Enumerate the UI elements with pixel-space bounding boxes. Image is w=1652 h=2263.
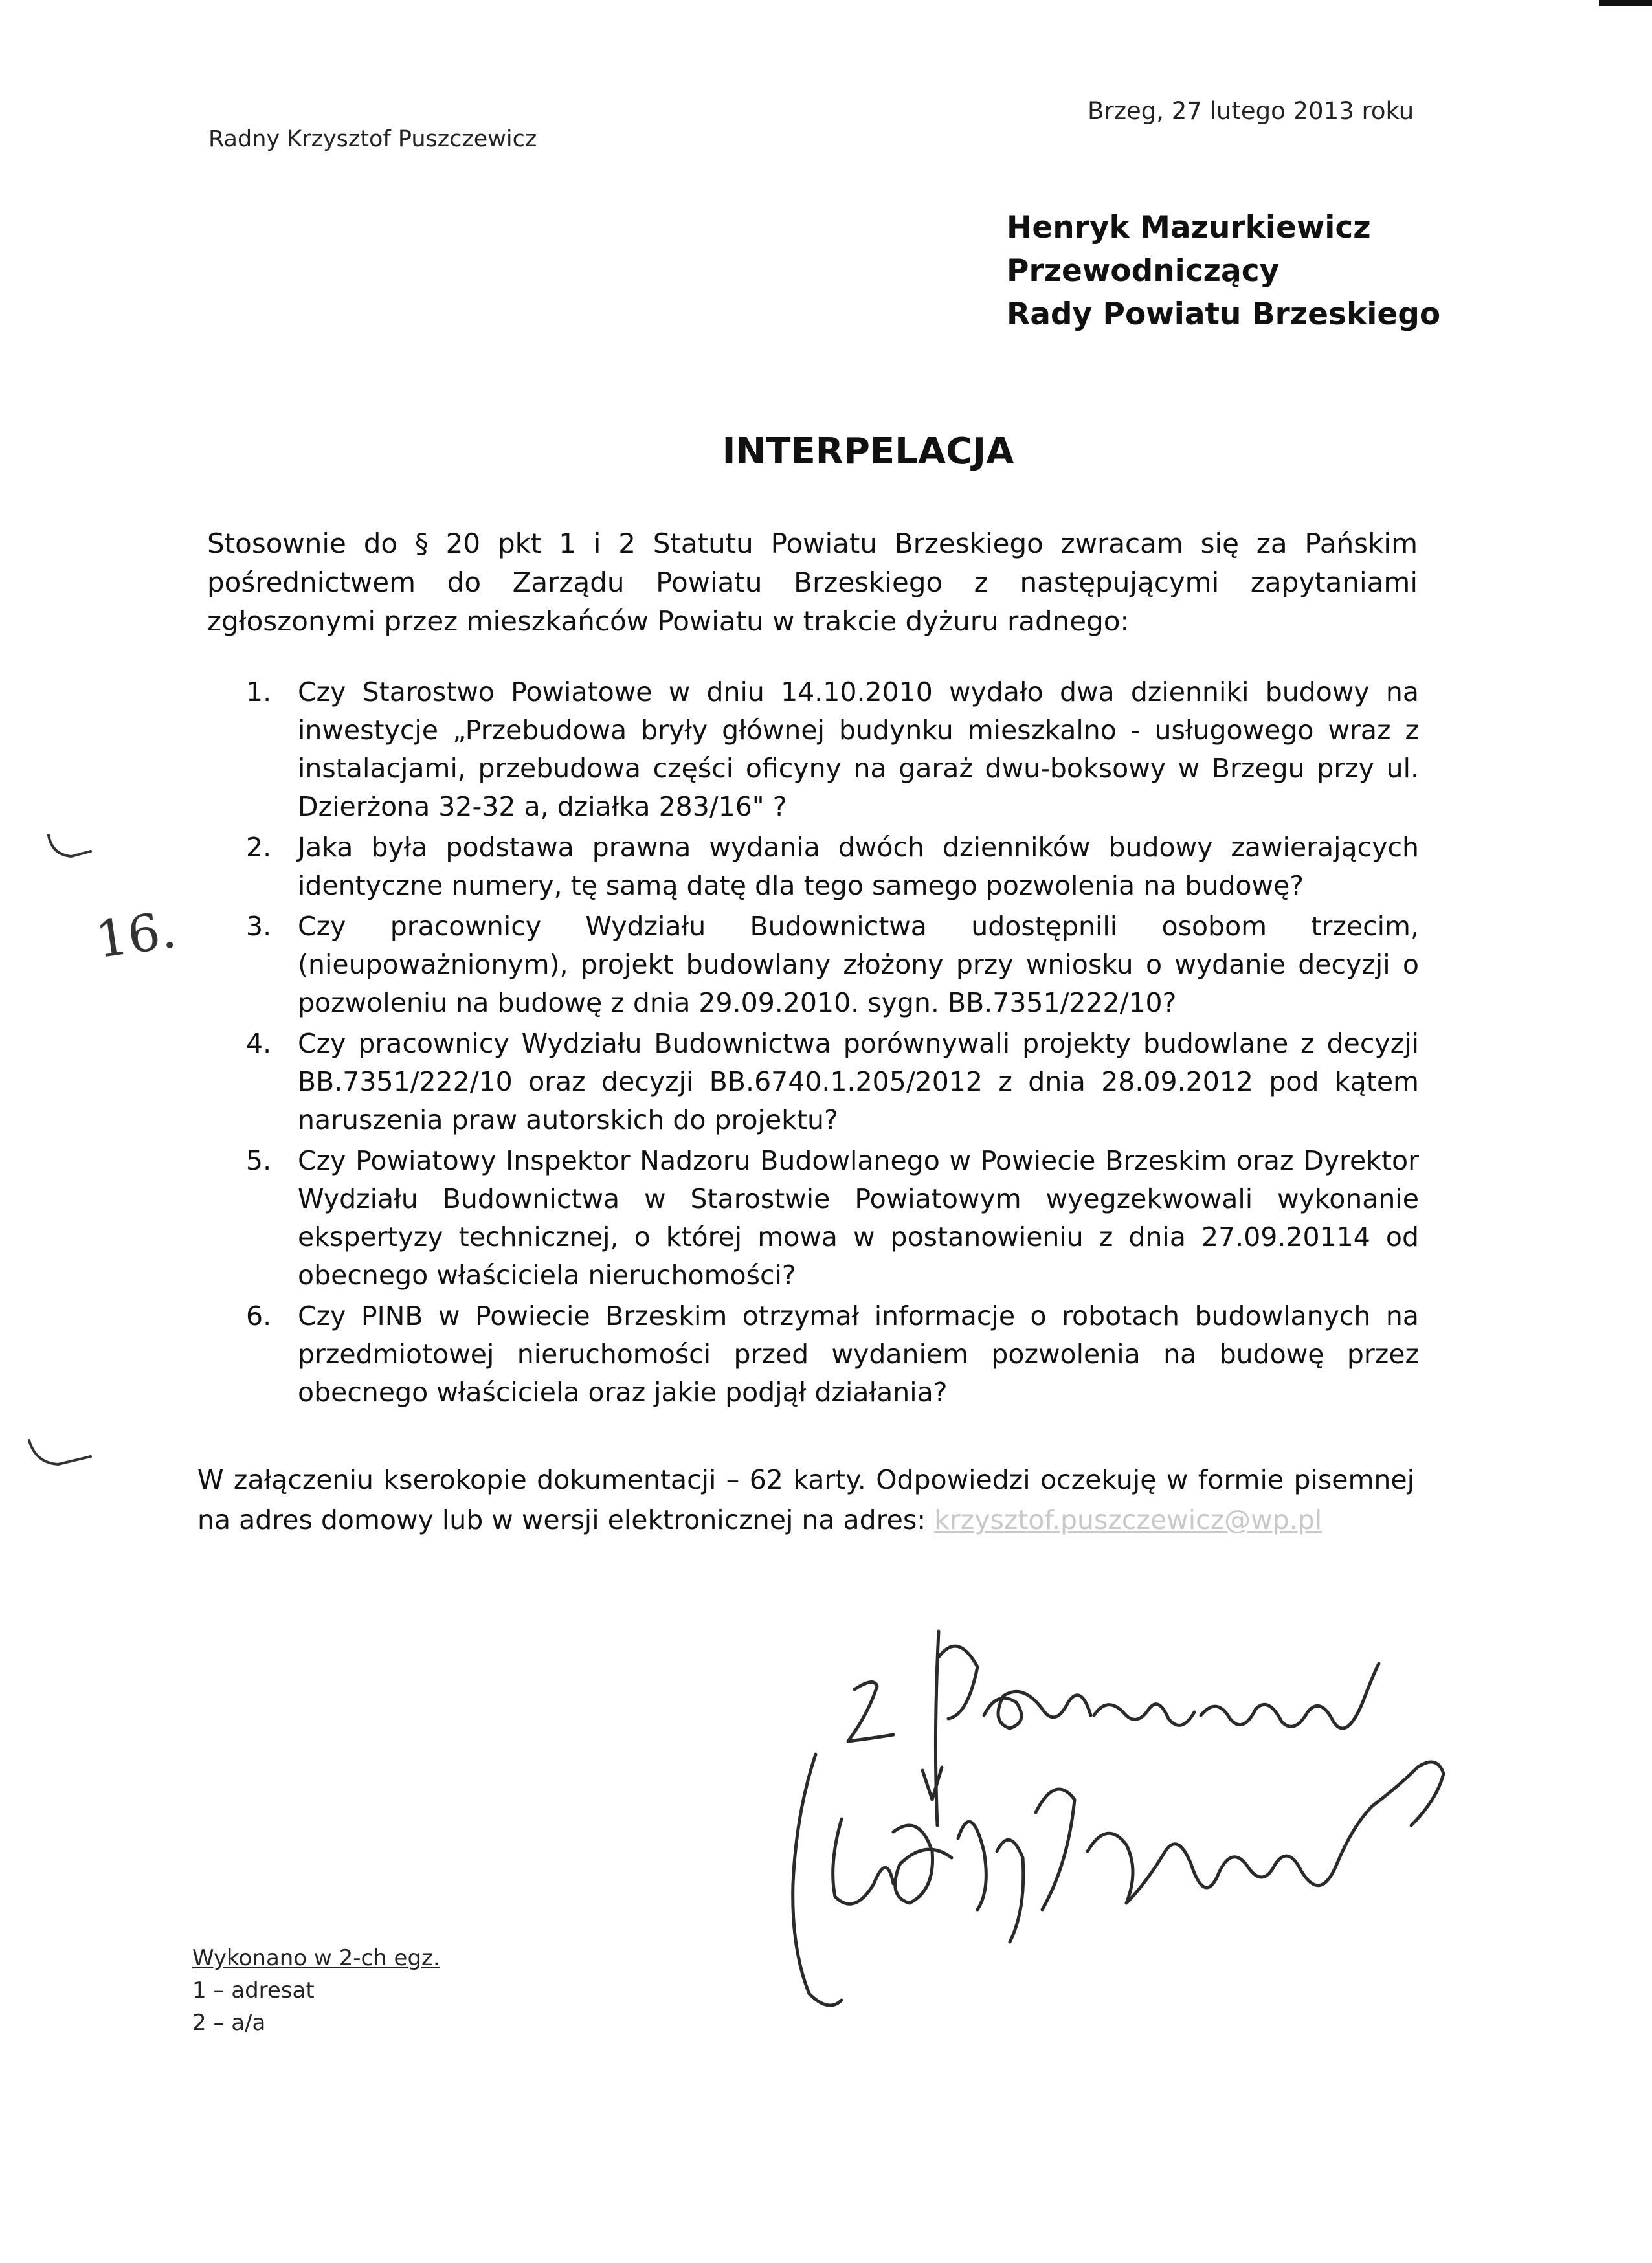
footer-heading: Wykonano w 2-ch egz. <box>192 1945 440 1971</box>
question-number: 2. <box>246 832 272 863</box>
recipient-role: Przewodniczący <box>1007 253 1280 289</box>
question-number: 3. <box>246 911 272 942</box>
margin-tick-icon <box>26 1437 97 1476</box>
sender-name: Radny Krzysztof Puszczewicz <box>208 126 537 152</box>
closing-text: W załączeniu kserokopie dokumentacji – 62 karty. Odpowiedzi oczekuję w formie pisemnej na adres domowy lub w wersji elektronicznej na adres: <box>197 1464 1414 1535</box>
question-text: Jaka była podstawa prawna wydania dwóch dzienników budowy zawierających identyczne numery, tę samą datę dla tego samego pozwolenia na budowę? <box>298 832 1419 901</box>
footer-block <box>192 1942 440 2039</box>
question-text: Czy pracownicy Wydziału Budownictwa porównywali projekty budowlane z decyzji BB.7351/222/10 oraz decyzji BB.6740.1.205/2012 z dnia 28.09.2012 pod kątem naruszenia praw autorskich do projektu? <box>298 1028 1419 1135</box>
question-number: 4. <box>246 1028 272 1059</box>
recipient-name: Henryk Mazurkiewicz <box>1007 210 1371 245</box>
list-item <box>246 1297 1419 1412</box>
question-number: 1. <box>246 676 272 708</box>
list-item <box>246 908 1419 1022</box>
question-text: Czy Starostwo Powiatowe w dniu 14.10.2010 wydało dwa dzienniki budowy na inwestycje „Przebudowa bryły głównej budynku mieszkalno - usługowego wraz z instalacjami, przebudowa części oficyny na garaż dwu-boksowy w Brzegu przy ul. Dzierżona 32-32 a, działka 283/16" ? <box>298 676 1419 822</box>
question-number: 5. <box>246 1145 272 1176</box>
document-title: INTERPELACJA <box>722 430 1014 473</box>
question-text: Czy Powiatowy Inspektor Nadzoru Budowlanego w Powiecie Brzeskim oraz Dyrektor Wydziału Budownictwa w Starostwie Powiatowym wyegzekwowali wykonanie ekspertyzy technicznej, o której mowa w postanowieniu z dnia 27.09.20114 od obecnego właściciela nieruchomości? <box>298 1145 1419 1291</box>
margin-tick-icon <box>45 832 97 864</box>
handwritten-signature <box>764 1605 1489 2020</box>
list-item <box>246 1142 1419 1295</box>
question-text: Czy pracownicy Wydziału Budownictwa udostępnili osobom trzecim, (nieupoważnionym), projekt budowlany złożony przy wniosku o wydanie decyzji o pozwoleniu na budowę z dnia 29.09.2010. sygn. BB.7351/222/10? <box>298 911 1419 1018</box>
recipient-block <box>1007 206 1440 336</box>
question-text: Czy PINB w Powiecie Brzeskim otrzymał informacje o robotach budowlanych na przedmiotowej nieruchomości przed wydaniem pozwolenia na budowę przez obecnego właściciela oraz jakie podjął działania? <box>298 1300 1419 1408</box>
recipient-body: Rady Powiatu Brzeskiego <box>1007 296 1441 332</box>
intro-paragraph: Stosownie do § 20 pkt 1 i 2 Statutu Powiatu Brzeskiego zwracam się za Pańskim pośrednictwem do Zarządu Powiatu Brzeskiego z następującymi zapytaniami zgłoszonymi przez mieszkańców Powiatu w trakcie dyżuru radnego: <box>207 528 1418 637</box>
question-number: 6. <box>246 1300 272 1332</box>
footer-line: 1 – adresat <box>192 1978 315 2003</box>
list-item <box>246 829 1419 905</box>
list-item <box>246 1025 1419 1139</box>
email-link[interactable]: krzysztof.puszczewicz@wp.pl <box>934 1504 1323 1535</box>
question-list <box>246 673 1419 1414</box>
list-item <box>246 673 1419 826</box>
scan-edge-mark <box>1599 0 1652 6</box>
letter-date: Brzeg, 27 lutego 2013 roku <box>1088 97 1414 125</box>
handwritten-margin-number: 16. <box>92 900 180 970</box>
closing-paragraph <box>197 1460 1414 1540</box>
footer-line: 2 – a/a <box>192 2010 266 2036</box>
